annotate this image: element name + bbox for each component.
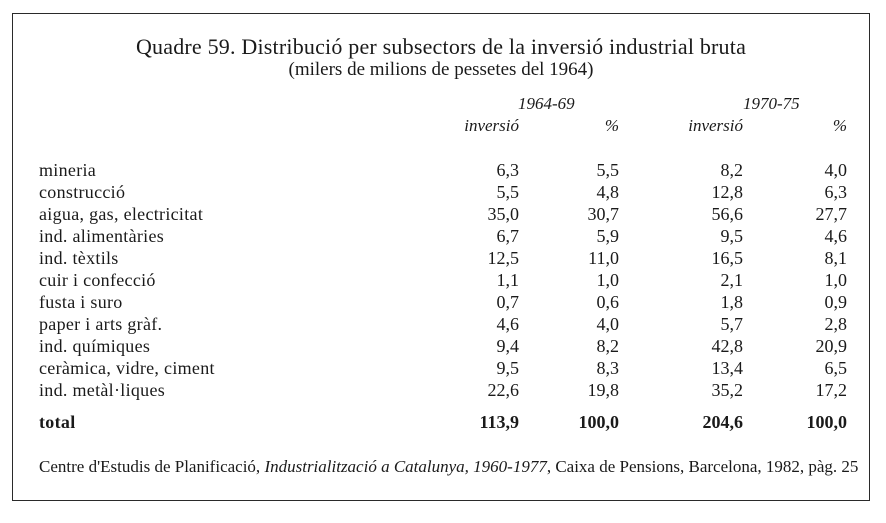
table-row (13, 358, 869, 380)
table-row (13, 270, 869, 292)
source-prefix: Centre d'Estudis de Planificació, (39, 457, 265, 476)
cell-percent-1970: 8,1 (824, 248, 847, 268)
cell-investment-1964: 22,6 (487, 380, 519, 400)
row-label: ind. tèxtils (39, 248, 119, 268)
cell-investment-1964: 12,5 (487, 248, 519, 268)
cell-investment-1970: 8,2 (720, 160, 743, 180)
cell-percent-1970: 6,5 (824, 358, 847, 378)
table-subtitle: (milers de milions de pessetes del 1964) (288, 59, 594, 80)
cell-investment-1964: 1,1 (496, 270, 519, 290)
cell-investment-1970: 16,5 (711, 248, 743, 268)
cell-investment-1970: 12,8 (711, 182, 743, 202)
cell-percent-1964: 8,2 (596, 336, 619, 356)
row-label: ind. químiques (39, 336, 151, 356)
cell-investment-1970: 5,7 (720, 314, 743, 334)
cell-investment-1964: 6,7 (496, 226, 519, 246)
cell-investment-1970: 35,2 (711, 380, 743, 400)
row-label: cuir i confecció (39, 270, 156, 290)
cell-investment-1964: 6,3 (496, 160, 519, 180)
cell-percent-1970: 6,3 (824, 182, 847, 202)
cell-investment-1964: 5,5 (496, 182, 519, 202)
row-label: mineria (39, 160, 97, 180)
row-label: total (39, 412, 76, 432)
total-row (13, 412, 869, 434)
row-label: aigua, gas, electricitat (39, 204, 204, 224)
cell-percent-1964: 19,8 (587, 380, 619, 400)
table-title: Quadre 59. Distribució per subsectors de la inversió industrial bruta (135, 34, 747, 59)
cell-percent-1970: 2,8 (824, 314, 847, 334)
cell-investment-1964: 0,7 (496, 292, 519, 312)
cell-percent-1964: 100,0 (578, 412, 619, 432)
cell-percent-1964: 5,9 (596, 226, 619, 246)
table-row (13, 204, 869, 226)
cell-investment-1970: 42,8 (711, 336, 743, 356)
cell-percent-1964: 4,0 (596, 314, 619, 334)
table-row (13, 336, 869, 358)
source-citation (39, 456, 859, 477)
table-row (13, 292, 869, 314)
cell-investment-1970: 204,6 (702, 412, 743, 432)
cell-investment-1970: 2,1 (720, 270, 743, 290)
cell-percent-1970: 0,9 (824, 292, 847, 312)
row-label: ind. alimentàries (39, 226, 165, 246)
cell-percent-1964: 4,8 (596, 182, 619, 202)
cell-investment-1964: 9,5 (496, 358, 519, 378)
row-label: ind. metàl·liques (39, 380, 166, 400)
table-frame (12, 13, 870, 501)
period-header-1: 1964-69 (518, 94, 575, 113)
row-label: paper i arts gràf. (39, 314, 163, 334)
table-row (13, 226, 869, 248)
cell-investment-1970: 13,4 (711, 358, 743, 378)
cell-investment-1970: 56,6 (711, 204, 743, 224)
column-header-investment-2: inversió (688, 116, 743, 135)
cell-percent-1964: 11,0 (588, 248, 619, 268)
source-book-title: Industrialització a Catalunya, 1960-1977 (264, 457, 547, 476)
table-row (13, 380, 869, 402)
column-header-percent-2: % (832, 116, 847, 135)
cell-percent-1970: 20,9 (815, 336, 847, 356)
cell-investment-1970: 9,5 (720, 226, 743, 246)
cell-percent-1970: 100,0 (806, 412, 847, 432)
cell-percent-1964: 8,3 (596, 358, 619, 378)
cell-investment-1964: 113,9 (479, 412, 519, 432)
cell-percent-1970: 4,6 (824, 226, 847, 246)
cell-percent-1970: 17,2 (815, 380, 847, 400)
cell-investment-1964: 9,4 (496, 336, 519, 356)
cell-percent-1964: 0,6 (596, 292, 619, 312)
cell-percent-1970: 4,0 (824, 160, 847, 180)
cell-percent-1970: 27,7 (815, 204, 847, 224)
table-row (13, 182, 869, 204)
row-label: fusta i suro (39, 292, 123, 312)
cell-percent-1964: 1,0 (596, 270, 619, 290)
cell-percent-1964: 30,7 (587, 204, 619, 224)
table-row (13, 160, 869, 182)
column-header-percent-1: % (604, 116, 619, 135)
row-label: ceràmica, vidre, ciment (39, 358, 215, 378)
table-row (13, 314, 869, 336)
table-row (13, 248, 869, 270)
period-header-2: 1970-75 (743, 94, 800, 113)
cell-percent-1964: 5,5 (596, 160, 619, 180)
cell-percent-1970: 1,0 (824, 270, 847, 290)
source-suffix: , Caixa de Pensions, Barcelona, 1982, pàg. 25 (546, 457, 859, 476)
cell-investment-1964: 4,6 (496, 314, 519, 334)
cell-investment-1970: 1,8 (720, 292, 743, 312)
cell-investment-1964: 35,0 (487, 204, 519, 224)
row-label: construcció (39, 182, 126, 202)
column-header-investment-1: inversió (464, 116, 519, 135)
